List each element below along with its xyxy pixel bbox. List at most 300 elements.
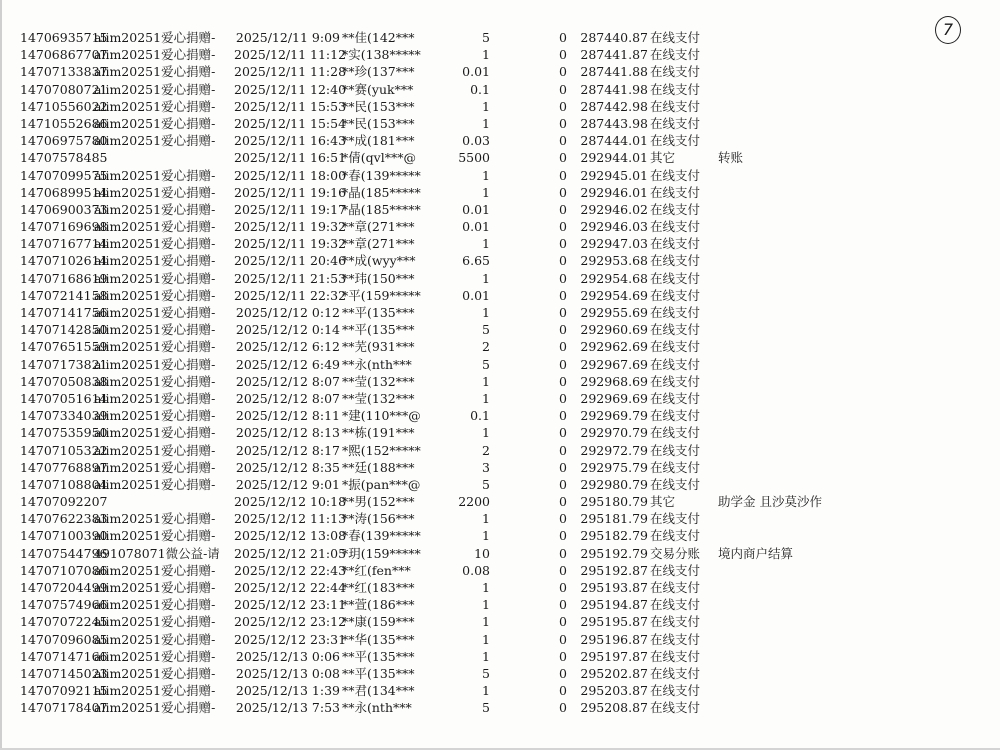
cell-reference: alim20251爱心捐赠- [94, 373, 216, 389]
cell-income-amount: 3 [482, 459, 490, 475]
cell-donor-name: *建(110***@ [342, 408, 421, 424]
cell-balance: 295202.87 [580, 665, 648, 681]
cell-reference: alim20251爱心捐赠- [94, 511, 216, 527]
cell-reference: alim20251爱心捐赠- [94, 631, 216, 647]
cell-payment-type: 在线支付 [650, 167, 701, 183]
cell-balance: 287441.88 [580, 64, 648, 80]
cell-expense-amount: 0 [559, 322, 567, 338]
cell-timestamp: 2025/12/12 23:11 [234, 597, 347, 613]
cell-balance: 292946.01 [580, 184, 648, 200]
cell-donor-name: **章(271*** [342, 236, 415, 252]
cell-balance: 292955.69 [580, 305, 648, 320]
cell-balance: 295195.87 [580, 614, 648, 630]
cell-timestamp: 2025/12/12 11:13 [234, 511, 347, 527]
cell-balance: 287442.98 [580, 98, 648, 114]
cell-expense-amount: 0 [559, 442, 567, 458]
cell-reference: alim20251爱心捐赠- [94, 648, 216, 664]
cell-donor-name: **成(wyy*** [342, 253, 416, 269]
cell-donor-name: **永(nth*** [342, 700, 412, 716]
cell-reference: alim20251爱心捐赠- [94, 339, 216, 355]
cell-expense-amount: 0 [559, 528, 567, 544]
cell-transaction-id: 14707080721 [20, 81, 108, 97]
cell-reference: alim20251爱心捐赠- [94, 64, 216, 80]
table-row [20, 648, 920, 665]
cell-timestamp: 2025/12/12 23:31 [234, 631, 347, 647]
cell-transaction-id: 14706935715 [20, 30, 108, 45]
cell-payment-type: 交易分账 [650, 545, 701, 561]
cell-donor-name: **平(135*** [342, 322, 415, 338]
cell-timestamp: 2025/12/13 1:39 [235, 683, 340, 699]
cell-timestamp: 2025/12/11 16:43 [234, 133, 347, 149]
cell-donor-name: *晶(185***** [342, 184, 421, 200]
cell-transaction-id: 14707622383 [20, 511, 108, 527]
cell-reference: alim20251爱心捐赠- [94, 98, 216, 114]
cell-reference: 491078071微公益-请 [94, 545, 220, 561]
cell-expense-amount: 0 [559, 64, 567, 80]
cell-reference: alim20251爱心捐赠- [94, 356, 216, 372]
cell-timestamp: 2025/12/11 11:12 [234, 47, 347, 63]
cell-transaction-id: 14707102614 [20, 253, 108, 269]
cell-balance: 292954.69 [580, 287, 648, 303]
cell-transaction-id: 14707096085 [20, 631, 108, 647]
cell-donor-name: *倩(qvl***@ [342, 150, 416, 166]
cell-balance: 295193.87 [580, 580, 648, 595]
cell-timestamp: 2025/12/12 6:12 [235, 339, 340, 355]
cell-transaction-id: 14707105322 [20, 442, 108, 458]
cell-income-amount: 6.65 [462, 253, 490, 269]
cell-income-amount: 1 [482, 597, 490, 613]
cell-transaction-id: 14707145023 [20, 665, 108, 681]
cell-payment-type: 在线支付 [650, 597, 701, 613]
cell-balance: 287444.01 [580, 133, 648, 149]
cell-timestamp: 2025/12/11 15:54 [234, 115, 347, 131]
cell-income-amount: 5 [482, 30, 490, 45]
cell-transaction-id: 14707142850 [20, 322, 108, 338]
page-number: 7 [942, 20, 954, 39]
cell-donor-name: **栋(191*** [342, 425, 415, 441]
cell-expense-amount: 0 [559, 390, 567, 406]
table-row [20, 631, 920, 648]
table-row [20, 579, 920, 596]
table-row [20, 287, 920, 304]
table-row [20, 338, 920, 355]
cell-reference: alim20251爱心捐赠- [94, 442, 216, 458]
cell-balance: 295196.87 [580, 631, 648, 647]
cell-payment-type: 在线支付 [650, 201, 701, 217]
cell-payment-type: 在线支付 [650, 356, 701, 372]
cell-donor-name: **平(135*** [342, 648, 415, 664]
cell-balance: 287443.98 [580, 115, 648, 131]
cell-timestamp: 2025/12/12 0:12 [235, 305, 340, 320]
cell-transaction-id: 14707168619 [20, 270, 108, 286]
cell-reference: alim20251爱心捐赠- [94, 580, 216, 595]
table-row [20, 373, 920, 390]
table-row [20, 613, 920, 630]
cell-timestamp: 2025/12/12 13:08 [234, 528, 347, 544]
cell-income-amount: 0.01 [462, 287, 490, 303]
table-row [20, 63, 920, 80]
table-row [20, 459, 920, 476]
cell-payment-type: 在线支付 [650, 81, 701, 97]
table-row [20, 527, 920, 544]
cell-donor-name: **平(135*** [342, 665, 415, 681]
cell-expense-amount: 0 [559, 30, 567, 45]
cell-balance: 295192.79 [580, 545, 648, 561]
cell-transaction-id: 14707099575 [20, 167, 108, 183]
cell-donor-name: *春(139***** [342, 528, 421, 544]
table-row [20, 252, 920, 269]
cell-payment-type: 在线支付 [650, 339, 701, 355]
cell-timestamp: 2025/12/12 22:43 [234, 562, 347, 578]
table-row [20, 81, 920, 98]
table-row [20, 493, 920, 510]
cell-donor-name: **章(271*** [342, 219, 415, 235]
cell-donor-name: *振(pan***@ [342, 476, 421, 492]
table-row [20, 149, 920, 166]
cell-expense-amount: 0 [559, 150, 567, 166]
cell-transaction-id: 14707535950 [20, 425, 108, 441]
cell-expense-amount: 0 [559, 459, 567, 475]
cell-timestamp: 2025/12/12 8:17 [235, 442, 340, 458]
cell-payment-type: 在线支付 [650, 700, 701, 716]
cell-income-amount: 0.01 [462, 64, 490, 80]
cell-payment-type: 在线支付 [650, 64, 701, 80]
cell-donor-name: **康(159*** [342, 614, 415, 630]
cell-expense-amount: 0 [559, 305, 567, 320]
cell-expense-amount: 0 [559, 631, 567, 647]
cell-income-amount: 5 [482, 700, 490, 716]
cell-transaction-id: 14707178407 [20, 700, 108, 716]
cell-expense-amount: 0 [559, 81, 567, 97]
cell-balance: 292954.68 [580, 270, 648, 286]
cell-donor-name: **芜(931*** [342, 339, 415, 355]
table-row [20, 270, 920, 287]
cell-payment-type: 在线支付 [650, 648, 701, 664]
cell-expense-amount: 0 [559, 236, 567, 252]
cell-donor-name: **莹(132*** [342, 373, 415, 389]
cell-expense-amount: 0 [559, 597, 567, 613]
cell-reference: alim20251爱心捐赠- [94, 425, 216, 441]
cell-donor-name: **男(152*** [342, 494, 415, 510]
cell-timestamp: 2025/12/12 8:07 [235, 390, 340, 406]
cell-donor-name: **萱(186*** [342, 597, 415, 613]
cell-payment-type: 在线支付 [650, 253, 701, 269]
cell-payment-type: 在线支付 [650, 511, 701, 527]
cell-reference: alim20251爱心捐赠- [94, 528, 216, 544]
cell-reference: alim20251爱心捐赠- [94, 81, 216, 97]
cell-donor-name: **成(181*** [342, 133, 415, 149]
table-row [20, 46, 920, 63]
cell-transaction-id: 14707072245 [20, 614, 108, 630]
cell-income-amount: 1 [482, 614, 490, 630]
cell-income-amount: 1 [482, 580, 490, 595]
cell-expense-amount: 0 [559, 545, 567, 561]
cell-donor-name: **珍(137*** [342, 64, 415, 80]
table-row [20, 235, 920, 252]
table-row [20, 167, 920, 184]
cell-balance: 295181.79 [580, 511, 648, 527]
table-row [20, 304, 920, 321]
cell-payment-type: 在线支付 [650, 683, 701, 699]
cell-reference: alim20251爱心捐赠- [94, 219, 216, 235]
cell-income-amount: 5 [482, 665, 490, 681]
cell-income-amount: 1 [482, 305, 490, 320]
cell-donor-name: *晶(185***** [342, 201, 421, 217]
cell-note: 境内商户结算 [718, 545, 794, 561]
cell-transaction-id: 14710552686 [20, 115, 108, 131]
cell-balance: 295180.79 [580, 494, 648, 510]
cell-balance: 292968.69 [580, 373, 648, 389]
cell-expense-amount: 0 [559, 562, 567, 578]
table-row [20, 476, 920, 493]
cell-income-amount: 1 [482, 373, 490, 389]
cell-reference: alim20251爱心捐赠- [94, 270, 216, 286]
table-row [20, 682, 920, 699]
cell-balance: 287440.87 [580, 30, 648, 45]
cell-donor-name: **佳(142*** [342, 30, 415, 45]
cell-payment-type: 在线支付 [650, 270, 701, 286]
cell-transaction-id: 14707574966 [20, 597, 108, 613]
cell-payment-type: 在线支付 [650, 115, 701, 131]
table-row [20, 424, 920, 441]
cell-timestamp: 2025/12/12 0:14 [235, 322, 340, 338]
cell-expense-amount: 0 [559, 665, 567, 681]
cell-expense-amount: 0 [559, 580, 567, 595]
cell-income-amount: 2200 [458, 494, 490, 510]
cell-balance: 292980.79 [580, 476, 648, 492]
table-row [20, 442, 920, 459]
cell-expense-amount: 0 [559, 408, 567, 424]
cell-reference: alim20251爱心捐赠- [94, 115, 216, 131]
cell-expense-amount: 0 [559, 270, 567, 286]
cell-expense-amount: 0 [559, 287, 567, 303]
cell-reference: alim20251爱心捐赠- [94, 476, 216, 492]
cell-transaction-id: 14707133837 [20, 64, 108, 80]
cell-timestamp: 2025/12/11 9:09 [235, 30, 340, 45]
cell-transaction-id: 14707544796 [20, 545, 108, 561]
cell-transaction-id: 14707173821 [20, 356, 108, 372]
cell-expense-amount: 0 [559, 98, 567, 114]
cell-reference: alim20251爱心捐赠- [94, 614, 216, 630]
cell-reference: alim20251爱心捐赠- [94, 287, 216, 303]
cell-balance: 292945.01 [580, 167, 648, 183]
cell-balance: 295197.87 [580, 648, 648, 664]
cell-income-amount: 0.01 [462, 219, 490, 235]
cell-donor-name: **平(135*** [342, 305, 415, 320]
cell-donor-name: **华(135*** [342, 631, 415, 647]
cell-reference: alim20251爱心捐赠- [94, 201, 216, 217]
cell-expense-amount: 0 [559, 373, 567, 389]
cell-balance: 295208.87 [580, 700, 648, 716]
table-row [20, 321, 920, 338]
cell-note: 助学金 且沙莫沙作 [718, 494, 822, 510]
cell-donor-name: **玮(150*** [342, 270, 415, 286]
cell-timestamp: 2025/12/11 19:16 [234, 184, 347, 200]
cell-timestamp: 2025/12/11 16:51 [234, 150, 347, 166]
cell-payment-type: 在线支付 [650, 580, 701, 595]
cell-transaction-id: 14707651559 [20, 339, 108, 355]
cell-transaction-id: 14707204499 [20, 580, 108, 595]
cell-income-amount: 1 [482, 648, 490, 664]
cell-donor-name: *春(139***** [342, 167, 421, 183]
cell-timestamp: 2025/12/12 22:44 [234, 580, 347, 595]
cell-transaction-id: 14706899514 [20, 184, 108, 200]
cell-balance: 292953.68 [580, 253, 648, 269]
cell-income-amount: 5 [482, 322, 490, 338]
cell-timestamp: 2025/12/13 0:06 [235, 648, 340, 664]
cell-balance: 292947.03 [580, 236, 648, 252]
cell-transaction-id: 14707141756 [20, 305, 108, 320]
cell-expense-amount: 0 [559, 47, 567, 63]
cell-balance: 292975.79 [580, 459, 648, 475]
cell-reference: alim20251爱心捐赠- [94, 184, 216, 200]
cell-expense-amount: 0 [559, 511, 567, 527]
table-row [20, 510, 920, 527]
cell-timestamp: 2025/12/11 19:32 [234, 236, 347, 252]
table-row [20, 201, 920, 218]
cell-reference: alim20251爱心捐赠- [94, 597, 216, 613]
cell-expense-amount: 0 [559, 683, 567, 699]
cell-timestamp: 2025/12/13 0:08 [235, 665, 340, 681]
cell-donor-name: **涛(156*** [342, 511, 415, 527]
cell-expense-amount: 0 [559, 700, 567, 716]
cell-balance: 295192.87 [580, 562, 648, 578]
cell-income-amount: 2 [482, 442, 490, 458]
cell-reference: alim20251爱心捐赠- [94, 47, 216, 63]
cell-timestamp: 2025/12/12 8:07 [235, 373, 340, 389]
cell-transaction-id: 14707167714 [20, 236, 108, 252]
table-row [20, 390, 920, 407]
table-row [20, 98, 920, 115]
cell-transaction-id: 14707100390 [20, 528, 108, 544]
cell-payment-type: 在线支付 [650, 425, 701, 441]
cell-donor-name: **赛(yuk*** [342, 81, 414, 97]
cell-balance: 287441.87 [580, 47, 648, 63]
cell-income-amount: 1 [482, 167, 490, 183]
cell-balance: 292944.01 [580, 150, 648, 166]
cell-payment-type: 在线支付 [650, 47, 701, 63]
cell-transaction-id: 14707147166 [20, 648, 108, 664]
cell-timestamp: 2025/12/11 12:40 [234, 81, 347, 97]
cell-expense-amount: 0 [559, 253, 567, 269]
cell-timestamp: 2025/12/11 11:28 [234, 64, 347, 80]
cell-transaction-id: 14706900373 [20, 201, 108, 217]
cell-income-amount: 1 [482, 631, 490, 647]
table-row [20, 596, 920, 613]
cell-payment-type: 在线支付 [650, 476, 701, 492]
cell-transaction-id: 14706975780 [20, 133, 108, 149]
cell-donor-name: *平(159***** [342, 287, 421, 303]
cell-balance: 292970.79 [580, 425, 648, 441]
cell-income-amount: 1 [482, 98, 490, 114]
scan-edge-left [0, 0, 2, 750]
table-row [20, 356, 920, 373]
cell-balance: 292967.69 [580, 356, 648, 372]
cell-timestamp: 2025/12/11 18:00 [234, 167, 347, 183]
cell-payment-type: 在线支付 [650, 236, 701, 252]
cell-expense-amount: 0 [559, 494, 567, 510]
cell-timestamp: 2025/12/13 7:53 [235, 700, 340, 716]
cell-payment-type: 在线支付 [650, 665, 701, 681]
cell-timestamp: 2025/12/11 22:32 [234, 287, 347, 303]
cell-transaction-id: 14707214158 [20, 287, 108, 303]
table-row [20, 545, 920, 562]
cell-income-amount: 10 [474, 545, 490, 561]
cell-transaction-id: 14707050838 [20, 373, 108, 389]
cell-reference: alim20251爱心捐赠- [94, 322, 216, 338]
cell-expense-amount: 0 [559, 115, 567, 131]
cell-balance: 292946.03 [580, 219, 648, 235]
cell-income-amount: 1 [482, 511, 490, 527]
cell-donor-name: **君(134*** [342, 683, 415, 699]
cell-timestamp: 2025/12/11 21:53 [234, 270, 347, 286]
cell-income-amount: 0.08 [462, 562, 490, 578]
cell-income-amount: 1 [482, 115, 490, 131]
cell-payment-type: 在线支付 [650, 442, 701, 458]
cell-balance: 292969.79 [580, 408, 648, 424]
cell-income-amount: 1 [482, 236, 490, 252]
cell-reference: alim20251爱心捐赠- [94, 665, 216, 681]
cell-timestamp: 2025/12/11 15:53 [234, 98, 347, 114]
cell-timestamp: 2025/12/11 20:46 [234, 253, 347, 269]
cell-reference: alim20251爱心捐赠- [94, 305, 216, 320]
cell-balance: 292972.79 [580, 442, 648, 458]
cell-payment-type: 在线支付 [650, 98, 701, 114]
cell-reference: alim20251爱心捐赠- [94, 562, 216, 578]
cell-payment-type: 在线支付 [650, 631, 701, 647]
cell-balance: 292946.02 [580, 201, 648, 217]
cell-payment-type: 在线支付 [650, 322, 701, 338]
cell-expense-amount: 0 [559, 356, 567, 372]
cell-reference: alim20251爱心捐赠- [94, 390, 216, 406]
cell-payment-type: 其它 [650, 150, 676, 166]
cell-reference: alim20251爱心捐赠- [94, 700, 216, 716]
cell-balance: 295203.87 [580, 683, 648, 699]
cell-payment-type: 在线支付 [650, 408, 701, 424]
table-row [20, 407, 920, 424]
cell-income-amount: 0.01 [462, 201, 490, 217]
cell-transaction-id: 14707108804 [20, 476, 108, 492]
cell-transaction-id: 14707107086 [20, 562, 108, 578]
cell-donor-name: *熙(152***** [342, 442, 421, 458]
cell-payment-type: 在线支付 [650, 562, 701, 578]
cell-expense-amount: 0 [559, 425, 567, 441]
cell-income-amount: 5500 [458, 150, 490, 166]
table-row [20, 562, 920, 579]
cell-transaction-id: 14707092207 [20, 494, 108, 510]
table-row [20, 29, 920, 46]
cell-payment-type: 在线支付 [650, 614, 701, 630]
cell-timestamp: 2025/12/12 8:13 [235, 425, 340, 441]
cell-timestamp: 2025/12/12 10:18 [234, 494, 347, 510]
table-row [20, 184, 920, 201]
cell-payment-type: 在线支付 [650, 390, 701, 406]
table-row [20, 699, 920, 716]
cell-income-amount: 0.1 [470, 408, 490, 424]
cell-donor-name: **民(153*** [342, 98, 415, 114]
cell-donor-name: **红(183*** [342, 580, 415, 595]
cell-donor-name: **廷(188*** [342, 459, 415, 475]
cell-expense-amount: 0 [559, 167, 567, 183]
cell-income-amount: 1 [482, 270, 490, 286]
table-row [20, 132, 920, 149]
cell-payment-type: 在线支付 [650, 287, 701, 303]
cell-reference: alim20251爱心捐赠- [94, 683, 216, 699]
cell-transaction-id: 14707334039 [20, 408, 108, 424]
cell-income-amount: 5 [482, 476, 490, 492]
cell-income-amount: 0.1 [470, 81, 490, 97]
cell-timestamp: 2025/12/12 21:05 [234, 545, 347, 561]
